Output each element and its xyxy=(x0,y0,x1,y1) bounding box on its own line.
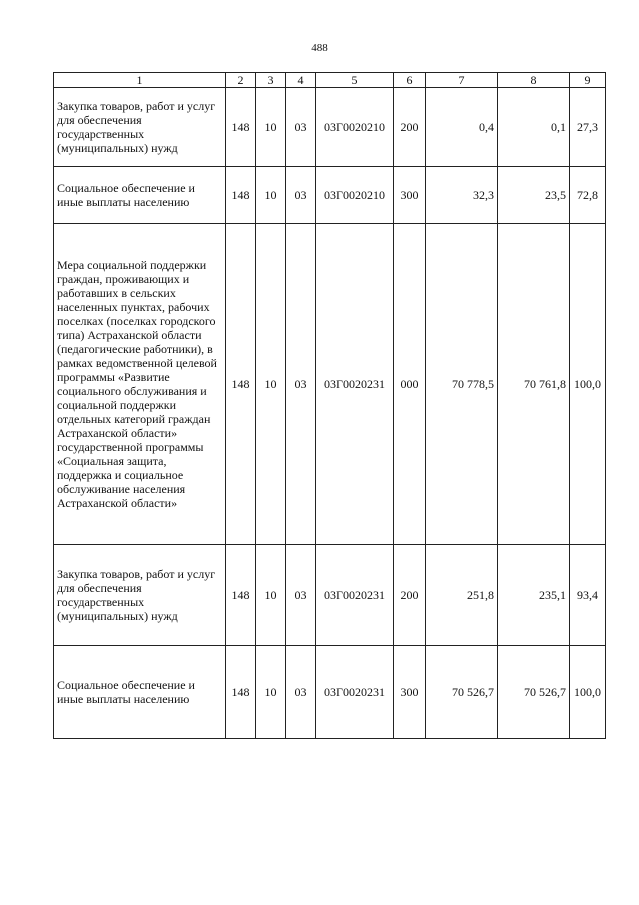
row-name: Мера социальной поддержки граждан, проживающих и работавших в сельских населенных пунктах, рабочих поселках (поселках городского типа) Астраханской области (педагогические работники), в рамках ведомственной целевой программы «Развитие социального обслуживания и социальной поддержки отдельных категорий граждан Астраханской области» государственной программы «Социальная защита, поддержка и социальное обслуживание населения Астраханской области» xyxy=(54,224,226,545)
table-row xyxy=(54,224,606,545)
cell-ministry: 148 xyxy=(226,167,256,224)
table-header xyxy=(54,73,606,88)
cell-expense-type: 200 xyxy=(394,88,426,167)
header-cell-5: 5 xyxy=(316,73,394,88)
header-cell-8: 8 xyxy=(498,73,570,88)
cell-amount-planned: 70 778,5 xyxy=(426,224,498,545)
cell-section: 10 xyxy=(256,167,286,224)
cell-section: 10 xyxy=(256,646,286,739)
header-cell-9: 9 xyxy=(570,73,606,88)
cell-ministry: 148 xyxy=(226,224,256,545)
cell-subsection: 03 xyxy=(286,646,316,739)
header-cell-3: 3 xyxy=(256,73,286,88)
cell-ministry: 148 xyxy=(226,646,256,739)
cell-target-article: 03Г0020231 xyxy=(316,545,394,646)
cell-target-article: 03Г0020210 xyxy=(316,88,394,167)
cell-amount-planned: 251,8 xyxy=(426,545,498,646)
cell-amount-executed: 0,1 xyxy=(498,88,570,167)
page-number: 488 xyxy=(311,42,328,54)
cell-percent: 72,8 xyxy=(570,167,606,224)
cell-subsection: 03 xyxy=(286,88,316,167)
row-name: Закупка товаров, работ и услуг для обеспечения государственных (муниципальных) нужд xyxy=(54,545,226,646)
table-row xyxy=(54,167,606,224)
table-row xyxy=(54,646,606,739)
cell-subsection: 03 xyxy=(286,167,316,224)
table-row xyxy=(54,545,606,646)
table-row xyxy=(54,88,606,167)
cell-amount-executed: 70 761,8 xyxy=(498,224,570,545)
row-name: Закупка товаров, работ и услуг для обеспечения государственных (муниципальных) нужд xyxy=(54,88,226,167)
cell-amount-executed: 23,5 xyxy=(498,167,570,224)
cell-percent: 100,0 xyxy=(570,646,606,739)
cell-expense-type: 300 xyxy=(394,646,426,739)
header-cell-4: 4 xyxy=(286,73,316,88)
cell-ministry: 148 xyxy=(226,88,256,167)
header-cell-7: 7 xyxy=(426,73,498,88)
budget-table xyxy=(53,72,606,739)
cell-amount-planned: 32,3 xyxy=(426,167,498,224)
cell-percent: 100,0 xyxy=(570,224,606,545)
header-cell-2: 2 xyxy=(226,73,256,88)
cell-target-article: 03Г0020231 xyxy=(316,224,394,545)
cell-ministry: 148 xyxy=(226,545,256,646)
cell-percent: 93,4 xyxy=(570,545,606,646)
header-row xyxy=(54,73,606,88)
cell-amount-executed: 235,1 xyxy=(498,545,570,646)
cell-percent: 27,3 xyxy=(570,88,606,167)
cell-subsection: 03 xyxy=(286,224,316,545)
row-name: Социальное обеспечение и иные выплаты населению xyxy=(54,167,226,224)
cell-subsection: 03 xyxy=(286,545,316,646)
cell-section: 10 xyxy=(256,545,286,646)
cell-amount-planned: 0,4 xyxy=(426,88,498,167)
cell-amount-executed: 70 526,7 xyxy=(498,646,570,739)
cell-target-article: 03Г0020210 xyxy=(316,167,394,224)
header-cell-6: 6 xyxy=(394,73,426,88)
header-cell-1: 1 xyxy=(54,73,226,88)
cell-expense-type: 000 xyxy=(394,224,426,545)
cell-section: 10 xyxy=(256,88,286,167)
cell-expense-type: 300 xyxy=(394,167,426,224)
cell-amount-planned: 70 526,7 xyxy=(426,646,498,739)
row-name: Социальное обеспечение и иные выплаты населению xyxy=(54,646,226,739)
cell-section: 10 xyxy=(256,224,286,545)
cell-target-article: 03Г0020231 xyxy=(316,646,394,739)
cell-expense-type: 200 xyxy=(394,545,426,646)
